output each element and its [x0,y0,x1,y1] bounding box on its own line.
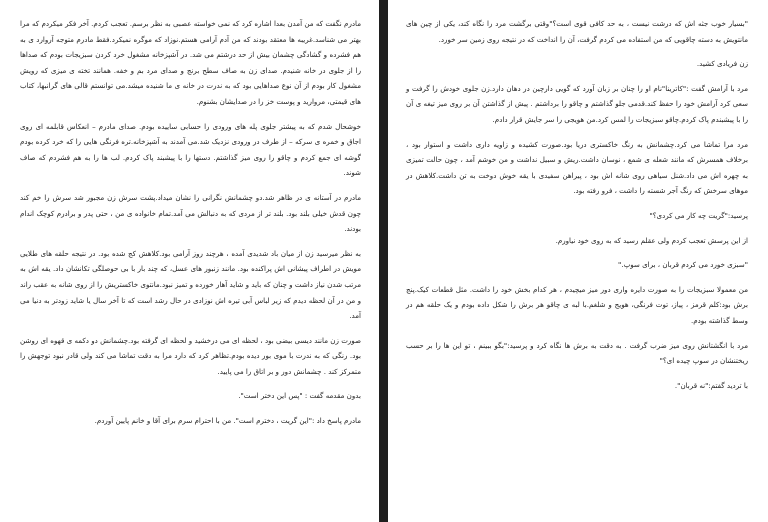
paragraph: صورت زن مانند دیسی بیضی بود ، لحظه ای می درخشید و لحظه ای گرفته بود.چشمانش دو دکمه ی قهوه ای روشن بود. رنگی که به ندرت با موی بور دیده بودم.تظاهر کرد که دارد مرا به دقت تماشا می کند ولی قادر نبود توجهش را متمرکز کند . چشمانش دور و بر اتاق را می پایید. [20,335,361,376]
paragraph: مادرم نگفت که من آمدن بعدا اشاره کرد که نمی خواسته عصبی به نظر برسم. تعجب کردم. آخر فکر میکردم که مرا بهتر می شناسد.غریبه ها معتقد بودند که من آدم آرامی هستم.نوزاد که موگره نمیکرد.فقط مادرم متوجه آروارد ی به هم فشرده و گشادگی چشمان بیش از حد درشتم می شد. در آشپزخانه مشغول خرد کردن سبزیجات بودم که صداها را از جلوی در خانه شنیدم. صدای زن به صاف سطح برنج و صدای مرد بم و خفه. همانند تخته ی میزی که رویش مشغول کار بودم از آن نوع صداهایی بود که به ندرت در خانه ی ما شنیده میشد.می توانستم قالی های گرانبها، کتاب های قیمتی، مروارید و پوست خز را در صدایشان بشنوم. [20,19,361,106]
paragraph: مرد با انگشتانش روی میز ضرب گرفت . به دقت به برش ها نگاه کرد و پرسید:"بگو ببینم ، تو این ها را بر حسب ریختنشان در سوپ چیده ای؟" [406,340,748,366]
right-page [388,0,768,522]
paragraph: زن فریادی کشید. [696,59,748,69]
page-divider [379,0,388,522]
paragraph: مادرم پاسخ داد :"این گریت ، دخترم است". من با احترام سرم برای آقا و خانم پایین آوردم. [94,416,361,426]
paragraph: پرسید:"گریت چه کار می کردی؟" [649,210,748,220]
paragraph: من معمولا سبزیجات را به صورت دایره واری دور میز میچیدم ، هر کدام بخش خود را داشت. مثل قطعات کیک.پنج برش بود:کلم قرمز ، پیاز، توت فرنگی، هویج و شلغم.با لبه ی چاقو هر برش را شکل داده بودم و یک حلقه هم در وسط گذاشته بودم. [406,284,748,325]
paragraph: با تردید گفتم:"نه قربان". [674,380,748,390]
paragraph: مادرم در آستانه ی در ظاهر شد.دو چشمانش نگرانی را نشان میداد.پشت سرش زن مجبور شد سرش را خم کند چون قدش خیلی بلند بود. بلند تر از مردی که به دنبالش می آمد.تمام خانواده ی من ، حتی پدر و برادرم کوچک اندام بودند. [20,192,361,234]
paragraph: "بسیار خوب جثه اش که درشت نیست ، به حد کافی قوی است؟"وقتی برگشت مرد را نگاه کند، یکی از چین های مانتویش به دسته چاقویی که من استفاده می کردم گرفت، آن را انداخت که در نتیجه روی زمین سر خورد. [406,19,748,44]
paragraph: "سبزی خورد می کردم قربان ، برای سوپ." [618,260,748,270]
paragraph: مرد با آرامش گفت :"کاترینا"نام او را چنان بر زبان آورد که گویی دارچین در دهان دارد.زن جلوی خودش را گرفت و سعی کرد آرامش خود را حفظ کند.قدمی جلو گذاشتم و چاقو را برداشتم . پیش از گذاشتن آن بر روی میز تیغه ی آن را با پیشبندم پاک کردم.چاقو سبزیجات را لمس کرد.من هویجی را سر جایش قرار دادم. [406,83,748,124]
paragraph: بدون مقدمه گفت : "پس این دختر است". [238,391,361,401]
paragraph: از این پرسش تعجب کردم ولی عقلم رسید که به روی خود نیاورم. [555,235,748,245]
paragraph: خوشحال شدم که به پیشتر جلوی پله های ورودی را حسابی ساییده بودم. صدای مادرم – انعکاس قابلمه ای روی اجاق و خمره ی سرکه – از طرف در ورودی نزدیک شد.می آمدند به آشپزخانه.تره فرنگی هایی را که خرد کرده بودم گوشه ای جمع کردم و چاقو را روی میز گذاشتم. دستها را با پیشبند پاک کردم. لب ها را به هم فشردم که صاف شوند. [20,121,361,178]
left-page [0,0,379,522]
paragraph: به نظر میرسید زن از میان باد شدیدی آمده ، هرچند روز آرامی بود.کلاهش کج شده بود. در نتیجه حلقه های طلایی مویش در اطراف پیشانی اش پراکنده بود. مانند زنبور های عسل، که چند بار با بی حوصلگی تکانشان داد. یقه اش به مرتب شدن نیاز داشت و چنان که باید و شاید آهار خورده و تمیز نبود.مانتوی خاکستریش را از روی شانه به عقب راند و من در آن لحظه دیدم که زیر لباس آبی تیره اش نوزادی در حال رشد است که تا آخر سال یا شاید زودتر به دنیا می آمد. [20,248,361,321]
paragraph: مرد مرا تماشا می کرد.چشمانش به رنگ خاکستری دریا بود.صورت کشیده و زاویه داری داشت و استوار بود ، برخلاف همسرش که مانند شعله ی شمع ، نوسان داشت.ریش و سبیل نداشت و من خوشم آمد ، چون حالت تمیزی به چهره اش می داد.شنل سیاهی روی شانه اش بود ، پیراهن سفیدی با یقه خوش دوخت به تن داشت.کلاهش در موهای سرخش که رنگ آجر شسته را داشت ، فرو رفته بود. [406,139,748,196]
